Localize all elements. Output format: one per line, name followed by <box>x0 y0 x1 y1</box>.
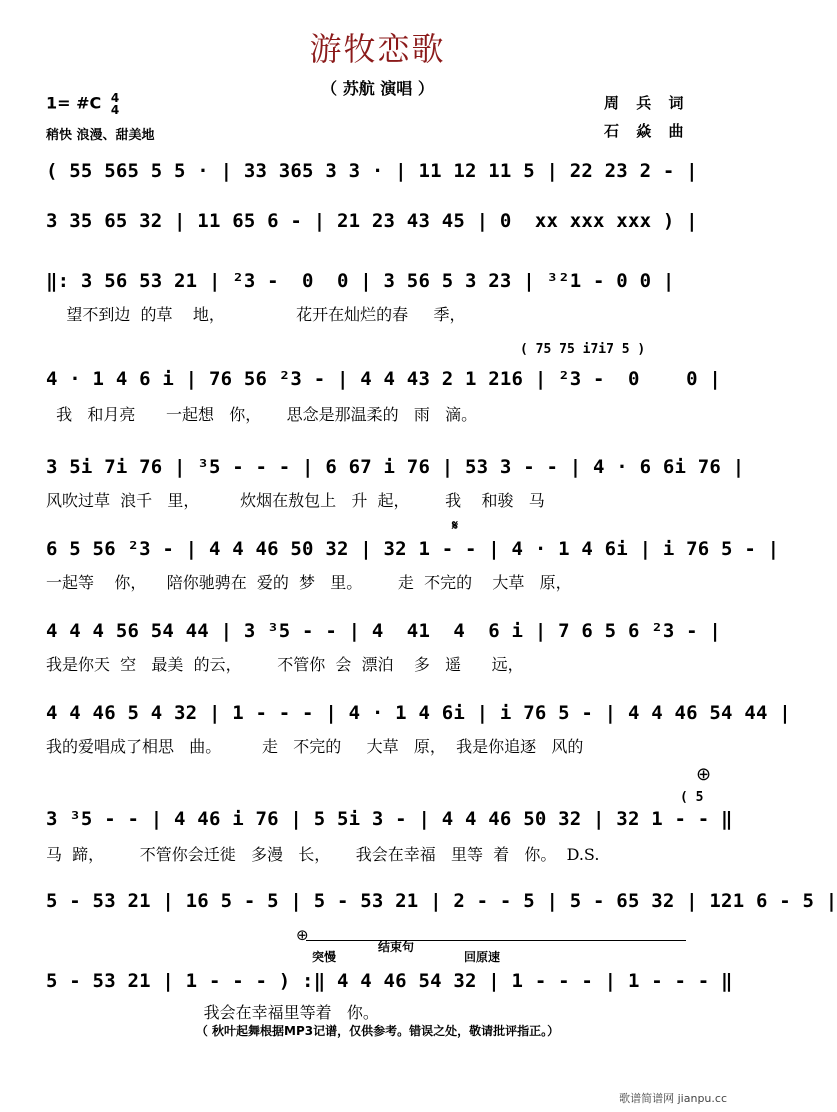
alt-notes-row-4: ( 75 75 i7i7 5 ) <box>520 342 646 357</box>
lyric-row-4: 我 和月亮 一起想 你， 思念是那温柔的 雨 滴。 <box>46 405 478 424</box>
lyric-row-11: 我会在幸福里等着 你。 <box>46 1003 379 1022</box>
notation-row-3: ‖: 3 56 53 21 | ²3 - 0 0 | 3 56 5 3 23 | ³²1 - 0 0 | <box>46 270 675 292</box>
coda-sign-bottom: ⊕ <box>296 926 309 944</box>
lyric-row-9: 马 蹄， 不管你会迁徙 多漫 长， 我会在幸福 里等 着 你。 D.S. <box>46 845 600 864</box>
notation-row-5: 3 5i 7i 76 | ³5 - - - | 6 67 i 76 | 53 3 - - | 4 · 6 6i 76 | <box>46 456 745 478</box>
transcriber-footnote: （ 秋叶起舞根据MP3记谱，仅供参考。错误之处，敬请批评指正。） <box>195 1024 560 1038</box>
composer-credit: 石 焱 曲 <box>604 122 690 140</box>
notation-row-10: 5 - 53 21 | 16 5 - 5 | 5 - 53 21 | 2 - - 5 | 5 - 65 32 | 121 6 - 5 | <box>46 890 837 912</box>
notation-row-9: 3 ³5 - - | 4 46 i 76 | 5 5i 3 - | 4 4 46 50 32 | 32 1 - - ‖ <box>46 808 733 830</box>
notation-row-6: 6 5 56 ²3 - | 4 4 46 50 32 | 32 1 - - | 4 · 1 4 6i | i 76 5 - | <box>46 538 780 560</box>
singer-subtitle: （ 苏航 演唱 ） <box>321 79 434 98</box>
song-title: 游牧恋歌 <box>309 30 446 68</box>
notation-row-8: 4 4 46 5 4 32 | 1 - - - | 4 · 1 4 6i | i 76 5 - | 4 4 46 54 44 | <box>46 702 791 724</box>
lyric-row-3: 望不到边 的草 地， 花开在灿烂的春 季， <box>46 305 466 324</box>
lyric-row-6: 一起等 你， 陪你驰骋在 爱的 梦 里。 走 不完的 大草 原， <box>46 573 572 592</box>
site-watermark: 歌谱简谱网 jianpu.cc <box>619 1092 727 1105</box>
notation-row-2: 3 35 65 32 | 11 65 6 - | 21 23 43 45 | 0 xx xxx xxx ) | <box>46 210 698 232</box>
tempo-marking: 稍快 浪漫、甜美地 <box>46 128 155 143</box>
coda-sign-top: ⊕ <box>696 764 712 785</box>
notation-row-7: 4 4 4 56 54 44 | 3 ³5 - - | 4 41 4 6 i | 7 6 5 6 ²3 - | <box>46 620 722 642</box>
time-numerator: 4 <box>110 91 120 105</box>
notation-row-4: 4 · 1 4 6 i | 76 56 ²3 - | 4 4 43 2 1 216 | ²3 - 0 0 | <box>46 368 722 390</box>
notation-row-1: ( 55 565 5 5 · | 33 365 3 3 · | 11 12 11 5 | 22 23 2 - | <box>46 160 698 182</box>
lyric-row-8: 我的爱唱成了相思 曲。 走 不完的 大草 原， 我是你追逐 风的 <box>46 737 584 756</box>
ending-label: 结束句 <box>378 940 415 954</box>
ending-bracket <box>306 940 686 941</box>
alt-notes-row-9: ( 5 <box>680 790 704 805</box>
time-denominator: 4 <box>110 103 120 117</box>
slow-label: 突慢 <box>312 950 337 964</box>
lyric-row-5: 风吹过草 浪千 里， 炊烟在敖包上 升 起， 我 和骏 马 <box>46 491 545 510</box>
segno-sign: 𝄋 <box>452 518 459 534</box>
key-signature <box>46 92 119 116</box>
key-text: 1= #C <box>46 93 102 113</box>
resume-tempo-label: 回原速 <box>464 950 501 964</box>
notation-row-11: 5 - 53 21 | 1 - - - ) :‖ 4 4 46 54 32 | 1 - - - | 1 - - - ‖ <box>46 970 733 992</box>
time-signature <box>111 92 119 116</box>
lyricist-credit: 周 兵 词 <box>604 94 690 112</box>
lyric-row-7: 我是你天 空 最美 的云， 不管你 会 漂泊 多 遥 远， <box>46 655 524 674</box>
